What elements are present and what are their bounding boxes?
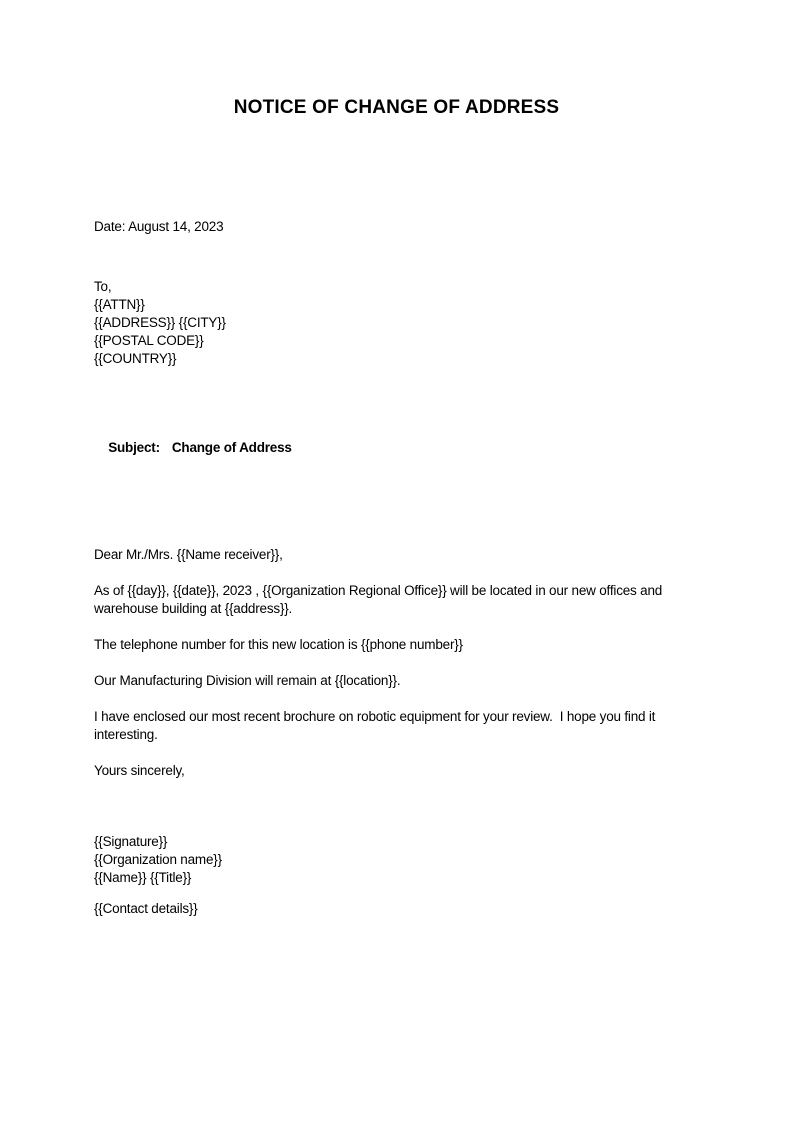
body-paragraph-telephone: The telephone number for this new location is {{phone number}} bbox=[94, 637, 463, 652]
name-title-placeholder: {{Name}} {{Title}} bbox=[94, 870, 192, 885]
subject-label: Subject: bbox=[108, 440, 160, 455]
subject-line bbox=[94, 421, 680, 475]
subject-value: Change of Address bbox=[171, 440, 292, 455]
body-paragraph-manufacturing: Our Manufacturing Division will remain at {{location}}. bbox=[94, 673, 401, 688]
recipient-postal-code: {{POSTAL CODE}} bbox=[94, 333, 204, 348]
body-paragraph-brochure: I have enclosed our most recent brochure on robotic equipment for your review. I hope you find it interesting. bbox=[94, 709, 659, 742]
recipient-to: To, bbox=[94, 279, 112, 294]
recipient-block bbox=[94, 278, 680, 368]
organization-name-placeholder: {{Organization name}} bbox=[94, 852, 222, 867]
recipient-attn: {{ATTN}} bbox=[94, 297, 145, 312]
closing: Yours sincerely, bbox=[94, 763, 185, 778]
salutation: Dear Mr./Mrs. {{Name receiver}}, bbox=[94, 547, 283, 562]
recipient-address-city: {{ADDRESS}} {{CITY}} bbox=[94, 315, 226, 330]
letter-title: NOTICE OF CHANGE OF ADDRESS bbox=[233, 97, 560, 118]
signature-block bbox=[94, 833, 680, 887]
contact-details-placeholder: {{Contact details}} bbox=[94, 901, 198, 916]
body-paragraph-relocation: As of {{day}}, {{date}}, 2023 , {{Organization Regional Office}} will be located in our new offices and warehouse building at {{address}}. bbox=[94, 583, 666, 616]
signature-placeholder: {{Signature}} bbox=[94, 834, 168, 849]
date-line: Date: August 14, 2023 bbox=[94, 219, 224, 234]
recipient-country: {{COUNTRY}} bbox=[94, 351, 177, 366]
